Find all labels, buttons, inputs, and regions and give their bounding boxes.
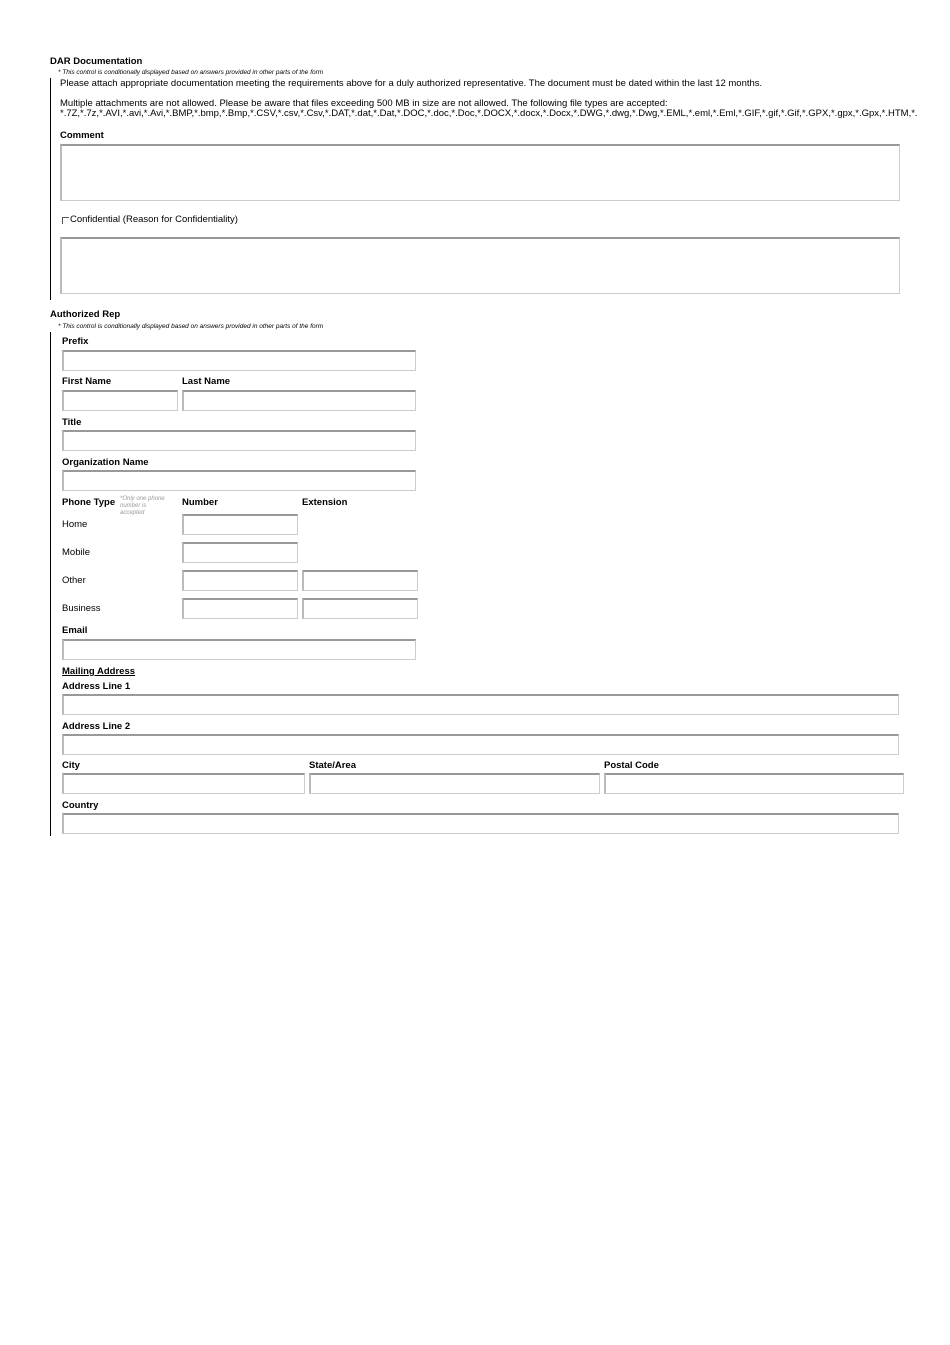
last-name-input[interactable] [182,390,416,411]
dar-note: * This control is conditionally displayed based on answers provided in other parts of the form [58,69,324,76]
home-number-input[interactable] [182,514,298,535]
section-bar [50,332,51,836]
rep-title: Authorized Rep [50,309,121,320]
first-name-input[interactable] [62,390,178,411]
file-types: *.7Z,*.7z,*.AVI,*.avi,*.Avi,*.BMP,*.bmp,*.Bmp,*.CSV,*.csv,*.Csv,*.DAT,*.dat,*.Dat,*.DOC,*.doc,*.Doc,*.DOCX,*.docx,*.Docx,*.DWG,*.dwg,*.Dwg,*.EML,*.eml,*.Eml,*.GIF,*.gif,*.Gif,*.GPX,*.gpx,*.Gpx,*.HTM,*. [60,108,918,119]
mailing-address-text: Mailing Address [62,666,136,677]
confidential-reason-textarea[interactable] [60,237,900,294]
dar-instructions: Please attach appropriate documentation meeting the requirements above for a duly authorized representative. The document must be dated within the last 12 months. [60,78,763,89]
city-label: City [62,760,80,771]
address-line2-label: Address Line 2 [62,721,131,732]
postal-input[interactable] [604,773,904,794]
extension-label: Extension [302,497,348,508]
country-input[interactable] [62,813,899,834]
other-number-input[interactable] [182,570,298,591]
phone-mobile-label: Mobile [62,547,90,558]
title-input[interactable] [62,430,416,451]
comment-textarea[interactable] [60,144,900,201]
mobile-number-input[interactable] [182,542,298,563]
phone-business-label: Business [62,603,101,614]
title-label: Title [62,417,82,428]
country-label: Country [62,800,99,811]
postal-label: Postal Code [604,760,659,771]
city-input[interactable] [62,773,305,794]
org-input[interactable] [62,470,416,491]
rep-note: * This control is conditionally displayed based on answers provided in other parts of the form [58,323,324,330]
prefix-label: Prefix [62,336,89,347]
section-bar [50,78,51,300]
state-input[interactable] [309,773,600,794]
last-name-label: Last Name [182,376,231,387]
email-label: Email [62,625,88,636]
business-number-input[interactable] [182,598,298,619]
other-extension-input[interactable] [302,570,418,591]
phone-home-label: Home [62,519,88,530]
business-extension-input[interactable] [302,598,418,619]
attachment-rules: Multiple attachments are not allowed. Please be aware that files exceeding 500 MB in size are not allowed. The following file types are accepted: [60,98,668,109]
first-name-label: First Name [62,376,112,387]
prefix-input[interactable] [62,350,416,371]
confidential-checkbox[interactable] [62,217,69,224]
address-line1-label: Address Line 1 [62,681,131,692]
mailing-address-heading [62,666,135,677]
number-label: Number [182,497,218,508]
org-label: Organization Name [62,457,149,468]
state-label: State/Area [309,760,356,771]
comment-label: Comment [60,130,104,141]
phone-note: *Only one phone number is accepted [120,496,165,516]
email-input[interactable] [62,639,416,660]
phone-type-label: Phone Type [62,497,116,508]
phone-other-label: Other [62,575,86,586]
confidential-label: Confidential (Reason for Confidentiality) [70,214,238,225]
address-line1-input[interactable] [62,694,899,715]
address-line2-input[interactable] [62,734,899,755]
dar-title: DAR Documentation [50,56,143,67]
